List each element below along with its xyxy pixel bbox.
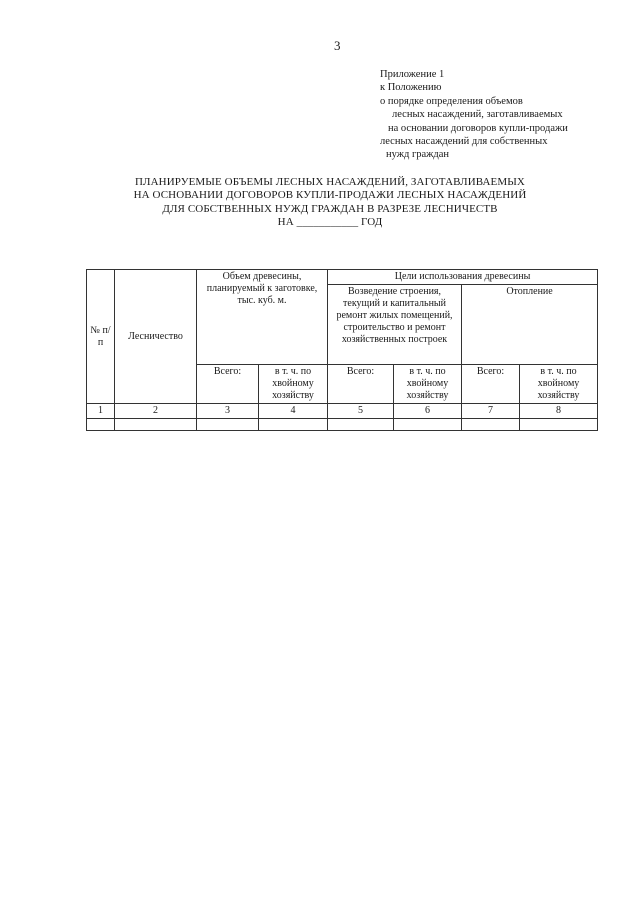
header-heating: Отопление (462, 285, 598, 365)
header-purposes: Цели использования древесины (328, 270, 598, 285)
header-volume: Объем древесины, планируемый к заготовке, тыс. куб. м. (197, 270, 328, 365)
empty-cell (328, 419, 394, 431)
appendix-line: Приложение 1 (380, 69, 445, 80)
header-conifer: в т. ч. по хвойному хозяйству (520, 365, 598, 404)
column-number: 3 (197, 404, 259, 419)
column-number: 6 (394, 404, 462, 419)
empty-cell (520, 419, 598, 431)
header-number: № п/п (87, 270, 115, 404)
appendix-header (380, 68, 568, 162)
empty-cell (197, 419, 259, 431)
empty-cell (394, 419, 462, 431)
appendix-line: о порядке определения объемов (380, 95, 523, 107)
header-total: Всего: (197, 365, 259, 404)
appendix-line: лесных насаждений для собственных (380, 136, 548, 148)
header-forestry: Лесничество (115, 270, 197, 404)
title-line: НА ОСНОВАНИИ ДОГОВОРОВ КУПЛИ-ПРОДАЖИ ЛЕСНЫХ НАСАЖДЕНИЙ (133, 189, 527, 202)
header-total: Всего: (462, 365, 520, 404)
title-line: ПЛАНИРУЕМЫЕ ОБЪЕМЫ ЛЕСНЫХ НАСАЖДЕНИЙ, ЗАГОТАВЛИВАЕМЫХ (135, 176, 525, 188)
header-conifer: в т. ч. по хвойному хозяйству (259, 365, 328, 404)
column-number: 8 (520, 404, 598, 419)
table-row (87, 419, 598, 431)
column-number: 4 (259, 404, 328, 419)
header-construction: Возведение строения, текущий и капитальный ремонт жилых помещений, строительство и ремонт хозяйственных построек (328, 285, 462, 365)
appendix-line: на основании договоров купли-продажи (388, 122, 568, 134)
appendix-line: лесных насаждений, заготавливаемых (392, 109, 563, 121)
empty-cell (87, 419, 115, 431)
column-number: 2 (115, 404, 197, 419)
empty-cell (115, 419, 197, 431)
column-number: 5 (328, 404, 394, 419)
appendix-line: нужд граждан (386, 149, 450, 161)
title-line: НА ___________ ГОД (277, 216, 383, 229)
header-conifer: в т. ч. по хвойному хозяйству (394, 365, 462, 404)
empty-cell (462, 419, 520, 431)
appendix-line: к Положению (380, 82, 442, 94)
column-number: 7 (462, 404, 520, 419)
page-number: 3 (334, 38, 341, 53)
empty-cell (259, 419, 328, 431)
title-line: ДЛЯ СОБСТВЕННЫХ НУЖД ГРАЖДАН В РАЗРЕЗЕ ЛЕСНИЧЕСТВ (162, 202, 498, 215)
volumes-table (86, 269, 598, 431)
header-total: Всего: (328, 365, 394, 404)
document-title (80, 176, 580, 230)
column-number: 1 (87, 404, 115, 419)
